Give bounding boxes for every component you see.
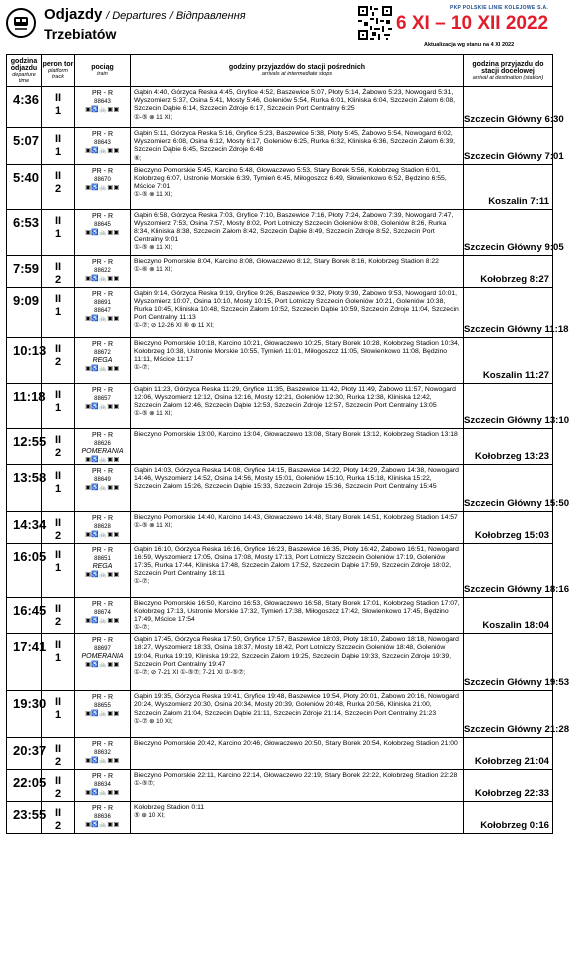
track-number: 1	[54, 401, 62, 414]
facility-icons: ▣♿🚲▣▣	[85, 758, 120, 765]
facility-icons: ▣♿🚲▣▣	[85, 403, 120, 410]
stops-list: Bieczyno Pomorskie 22:11, Karcino 22:14, Głowaczewo 22:19, Stary Borek 22:22, Kołobrzeg Stadion 22:28	[134, 772, 458, 780]
destination-arrival: Koszalin 11:27	[464, 337, 553, 383]
facility-icons: ▣♿🚲▣▣	[85, 617, 120, 624]
platform-track	[42, 634, 75, 691]
intermediate-stops	[131, 255, 464, 287]
intermediate-stops	[131, 383, 464, 428]
platform-track	[42, 691, 75, 738]
intermediate-stops	[131, 634, 464, 691]
calendar-note: ①-⑦;	[134, 578, 150, 586]
carrier: PR - R	[92, 386, 113, 394]
platform-track	[42, 164, 75, 209]
track-number: 1	[54, 652, 62, 665]
departure-time: 16:45	[7, 597, 42, 634]
track-number: 2	[54, 355, 62, 368]
calendar-note: ①-⑤ ⊗ 11 XI;	[134, 410, 173, 418]
carrier: PR - R	[92, 340, 113, 348]
intermediate-stops	[131, 802, 464, 834]
train-info	[75, 597, 131, 634]
track-number: 1	[54, 709, 62, 722]
train-info	[75, 87, 131, 128]
intermediate-stops	[131, 738, 464, 770]
destination-arrival: Szczecin Główny 18:16	[464, 543, 553, 597]
carrier: PR - R	[92, 90, 113, 97]
train-icon	[6, 8, 36, 38]
facility-icons: ▣♿🚲▣▣	[85, 148, 120, 154]
destination-arrival: Szczecin Główny 9:05	[464, 209, 553, 255]
stops-list: Gąbin 17:45, Górzyca Reska 17:50, Gryfice 17:57, Baszewice 18:03, Płoty 18:10, Żabowo 18:18, Nowogard 18:27, Wyszomierz 18:33, Osina 18:37, Mosty 18:42, Port Lotniczy Szczecin Goleniów 18:48, Goleniów 19:04, Rurka 19:19, Kliniska 19:22, Szczecin Załom 19:25, Szczecin Dąbie 19:33, Szczecin Zdroje 19:39, Szczecin Port Centralny 19:47	[134, 636, 459, 668]
stops-list: Gąbin 19:35, Górzyca Reska 19:41, Gryfice 19:48, Baszewice 19:54, Płoty 20:01, Żabowo 20:16, Nowogard 20:24, Wyszomierz 20:30, Osina 20:34, Mosty 20:39, Goleniów 20:48, Rurka 20:56, Kliniska 21:00, Szczecin Załom 21:04, Szczecin Dąbie 21:11, Szczecin Zdroje 21:14, Szczecin Port Centralny 21:23	[134, 693, 459, 717]
platform-track	[42, 738, 75, 770]
departure-time: 14:34	[7, 511, 42, 543]
train-info	[75, 128, 131, 165]
train-info	[75, 464, 131, 511]
train-info	[75, 802, 131, 834]
train-number: 88670	[94, 176, 111, 183]
facility-icons: ▣♿🚲▣▣	[85, 315, 120, 322]
platform-track	[42, 511, 75, 543]
intermediate-stops	[131, 464, 464, 511]
carrier: PR - R	[92, 258, 113, 266]
train-number: 88628	[94, 523, 111, 530]
train-number: 88636	[94, 814, 111, 821]
carrier: PR - R	[92, 546, 113, 554]
platform-number: II	[54, 169, 62, 182]
track-number: 2	[54, 756, 62, 769]
platform-number: II	[54, 743, 62, 756]
platform-track	[42, 287, 75, 337]
departure-time: 10:13	[7, 337, 42, 383]
calendar-note: ①-⑤ ⊗ 11 XI;	[134, 191, 173, 199]
col-dest-header: godzina przyjazdu do stacji docelowej arrival at destination (station)	[464, 55, 553, 87]
stops-list: Gąbin 14:03, Górzyca Reska 14:08, Gryfice 14:15, Baszewice 14:22, Płoty 14:29, Żabowo 14:38, Nowogard 14:46, Wyszomierz 14:52, Osina 14:56, Mosty 15:01, Goleniów 15:10, Rurka 15:18, Kliniska 15:22, Szczecin Załom 15:26, Szczecin Dąbie 15:33, Szczecin Zdroje 15:36, Szczecin Port Centralny 15:45	[134, 466, 459, 491]
calendar-note: ①-⑤ ⊗ 11 XI;	[134, 521, 173, 529]
train-number: 88632	[94, 750, 111, 757]
departure-time: 19:30	[7, 691, 42, 738]
platform-number: II	[54, 639, 62, 652]
train-number: 88691	[94, 299, 111, 306]
track-number: 1	[54, 227, 62, 240]
calendar-note: ①-⑦;	[134, 364, 150, 372]
facility-icons: ▣♿🚲▣▣	[85, 229, 120, 236]
track-number: 2	[54, 273, 62, 286]
platform-number: II	[54, 342, 62, 355]
train-number: 88697	[94, 646, 111, 653]
platform-track	[42, 209, 75, 255]
stops-list: Gąbin 9:14, Górzyca Reska 9:19, Gryfice 9:26, Baszewice 9:32, Płoty 9:39, Żabowo 9:53, Nowogard 10:01, Wyszomierz 10:07, Osina 10:10, Mosty 10:15, Port Lotniczy Szczecin Goleniów 10:21, Goleniów 10:38, Rurka 10:45, Kliniska 10:48, Szczecin Załom 10:52, Szczecin Dąbie 10:59, Szczecin Zdroje 11:04, Szczecin Port Centralny 11:13	[134, 289, 459, 322]
station-name: Trzebiatów	[44, 26, 117, 42]
intermediate-stops	[131, 597, 464, 634]
departure-time: 13:58	[7, 464, 42, 511]
intermediate-stops	[131, 543, 464, 597]
departure-time: 20:37	[7, 738, 42, 770]
departure-time: 11:18	[7, 383, 42, 428]
carrier: PR - R	[92, 167, 113, 175]
stops-list: Bieczyno Pomorskie 5:45, Karcino 5:48, Głowaczewo 5:53, Stary Borek 5:56, Kołobrzeg Stadion 6:01, Kołobrzeg 6:07, Ustronie Morskie 6:39, Tymień 6:45, Miłogoszcz 6:49, Słowienkowo 6:52, Będzino 6:55, Mścice 7:01	[134, 166, 447, 191]
carrier: PR - R	[92, 131, 113, 138]
train-number: 88649	[94, 476, 111, 483]
destination-arrival: Szczecin Główny 7:01	[464, 128, 553, 165]
destination-arrival: Koszalin 18:04	[464, 597, 553, 634]
facility-icons: ▣♿🚲▣▣	[85, 822, 120, 829]
departure-row	[7, 383, 553, 428]
destination-arrival: Kołobrzeg 22:33	[464, 770, 553, 802]
platform-track	[42, 428, 75, 464]
train-name: REGA	[92, 356, 113, 364]
intermediate-stops	[131, 209, 464, 255]
facility-icons: ▣♿🚲▣▣	[85, 484, 120, 491]
departure-row	[7, 128, 553, 165]
train-info	[75, 164, 131, 209]
train-number: 88643	[94, 140, 111, 146]
carrier: PR - R	[92, 637, 113, 645]
departure-row	[7, 209, 553, 255]
col-time-header: godzina odjazdu departure time	[7, 55, 42, 87]
stops-list: Bieczyno Pomorskie 10:18, Karcino 10:21, Głowaczewo 10:25, Stary Borek 10:28, Kołobrzeg Stadion 10:34, Kołobrzeg 10:38, Ustronie Morskie 10:55, Tymień 11:01, Miłogoszcz 11:05, Słowienkowo 11:08, Będzino 11:11, Mścice 11:17	[134, 339, 460, 364]
track-number: 1	[54, 305, 62, 318]
validity-dates: 6 XI – 10 XII 2022	[396, 13, 549, 34]
train-number: 88657	[94, 395, 111, 402]
train-info	[75, 383, 131, 428]
intermediate-stops	[131, 337, 464, 383]
platform-number: II	[54, 696, 62, 709]
train-info	[75, 511, 131, 543]
carrier: PR - R	[92, 741, 113, 749]
carrier: PR - R	[92, 290, 113, 298]
train-number-2: 88647	[94, 307, 111, 314]
train-info	[75, 770, 131, 802]
facility-icons: ▣♿🚲▣▣	[85, 275, 120, 282]
intermediate-stops	[131, 87, 464, 128]
departure-row	[7, 543, 553, 597]
destination-arrival: Kołobrzeg 13:23	[464, 428, 553, 464]
calendar-note: ①-⑦ ⊕ 10 XI;	[134, 717, 173, 725]
platform-number: II	[54, 433, 62, 446]
train-number: 88643	[94, 99, 111, 105]
train-name: REGA	[92, 562, 113, 570]
platform-track	[42, 543, 75, 597]
carrier: PR - R	[92, 514, 113, 522]
track-number: 2	[54, 615, 62, 628]
departure-row	[7, 87, 553, 128]
carrier: PR - R	[92, 805, 113, 813]
brand-logo: PKP POLSKIE LINIE KOLEJOWE S.A.	[450, 5, 549, 11]
calendar-note: ①-⑦; ⊘ 12-26 XI ⑥ ⊕ 11 XI;	[134, 322, 214, 330]
track-number: 2	[54, 182, 62, 195]
departure-row	[7, 770, 553, 802]
platform-track	[42, 255, 75, 287]
departure-row	[7, 464, 553, 511]
train-info	[75, 738, 131, 770]
platform-track	[42, 802, 75, 834]
departure-row	[7, 255, 553, 287]
header	[0, 0, 556, 54]
col-platform-header: peron tor platform track	[42, 55, 75, 87]
carrier: PR - R	[92, 467, 113, 475]
track-number: 2	[54, 788, 62, 801]
facility-icons: ▣♿🚲▣▣	[85, 790, 120, 797]
platform-track	[42, 464, 75, 511]
platform-number: II	[54, 214, 62, 227]
stops-list: Bieczyno Pomorskie 14:40, Karcino 14:43, Głowaczewo 14:48, Stary Borek 14:51, Kołobrzeg Stadion 14:57	[134, 513, 458, 521]
departure-time: 5:07	[7, 128, 42, 165]
departure-row	[7, 511, 553, 543]
train-number: 88645	[94, 221, 111, 228]
intermediate-stops	[131, 164, 464, 209]
departure-time: 5:40	[7, 164, 42, 209]
destination-arrival: Szczecin Główny 13:10	[464, 383, 553, 428]
col-stops-header: godziny przyjazdów do stacji pośrednich arrivals at intermediate stops	[131, 55, 464, 87]
platform-number: II	[54, 516, 62, 529]
calendar-note: ①-⑤ ⊗ 11 XI;	[134, 244, 173, 252]
stops-list: Kołobrzeg Stadion 0:11	[134, 804, 205, 812]
calendar-note: ①-⑤ ⊗ 11 XI;	[134, 113, 173, 121]
departure-time: 22:05	[7, 770, 42, 802]
platform-number: II	[54, 92, 62, 104]
carrier: PR - R	[92, 431, 113, 439]
destination-arrival: Koszalin 7:11	[464, 164, 553, 209]
track-number: 1	[54, 105, 62, 117]
platform-track	[42, 597, 75, 634]
departure-time: 12:55	[7, 428, 42, 464]
departure-row	[7, 428, 553, 464]
train-number: 88626	[94, 440, 111, 447]
platform-number: II	[54, 388, 62, 401]
stops-list: Gąbin 5:11, Górzyca Reska 5:16, Gryfice 5:23, Baszewice 5:38, Płoty 5:45, Żabowo 5:54, Nowogard 6:02, Wyszomierz 6:08, Osina 6:12, Mosty 6:17, Goleniów 6:25, Rurka 6:32, Kliniska 6:36, Szczecin Załom 6:39, Szczecin Dąbie 6:45, Szczecin Zdroje 6:48	[134, 130, 456, 154]
destination-arrival: Szczecin Główny 21:28	[464, 691, 553, 738]
train-info	[75, 255, 131, 287]
track-number: 2	[54, 446, 62, 459]
stops-list: Bieczyno Pomorskie 16:50, Karcino 16:53, Głowaczewo 16:58, Stary Borek 17:01, Kołobrzeg Stadion 17:07, Kołobrzeg 17:13, Ustronie Morskie 17:32, Tymień 17:38, Miłogoszcz 17:42, Słowienkowo 17:45, Będzino 17:49, Mścice 17:54	[134, 599, 460, 624]
departure-row	[7, 597, 553, 634]
calendar-note: ①-⑤⑦;	[134, 780, 155, 788]
stops-list: Gąbin 16:10, Górzyca Reska 16:16, Gryfice 16:23, Baszewice 16:35, Płoty 16:42, Żabowo 16:51, Nowogard 16:59, Wyszomierz 17:05, Osina 17:08, Mosty 17:13, Port Lotniczy Szczecin Goleniów 17:19, Goleniów 17:35, Rurka 17:44, Kliniska 17:48, Szczecin Załom 17:52, Szczecin Dąbie 17:59, Szczecin Zdroje 18:02, Szczecin Port Centralny 18:11	[134, 545, 459, 578]
departure-time: 9:09	[7, 287, 42, 337]
platform-number: II	[54, 807, 62, 820]
stops-list: Bieczyno Pomorskie 8:04, Karcino 8:08, Głowaczewo 8:12, Stary Borek 8:16, Kołobrzeg Stadion 8:22	[134, 257, 439, 265]
departure-row	[7, 337, 553, 383]
train-number: 88674	[94, 609, 111, 616]
train-name: POMERANIA	[81, 447, 124, 455]
train-number: 88672	[94, 349, 111, 356]
departures-table	[6, 54, 569, 834]
platform-number: II	[54, 775, 62, 788]
train-number: 88622	[94, 267, 111, 274]
train-info	[75, 337, 131, 383]
calendar-note: ⑥;	[134, 154, 142, 162]
train-info	[75, 287, 131, 337]
stops-list: Bieczyno Pomorskie 13:00, Karcino 13:04, Głowaczewo 13:08, Stary Borek 13:12, Kołobrzeg Stadion 13:18	[134, 430, 458, 438]
platform-track	[42, 128, 75, 165]
calendar-note: ①-⑦; ⊘ 7-21 XI ①-⑤⑦; 7-21 XI ①-⑤⑦;	[134, 669, 246, 677]
destination-arrival: Kołobrzeg 0:16	[464, 802, 553, 834]
destination-arrival: Szczecin Główny 19:53	[464, 634, 553, 691]
train-info	[75, 634, 131, 691]
departure-row	[7, 634, 553, 691]
destination-arrival: Szczecin Główny 15:50	[464, 464, 553, 511]
track-number: 1	[54, 146, 62, 158]
intermediate-stops	[131, 691, 464, 738]
train-number: 88655	[94, 703, 111, 710]
col-train-header: pociąg train	[75, 55, 131, 87]
departure-row	[7, 738, 553, 770]
intermediate-stops	[131, 287, 464, 337]
intermediate-stops	[131, 770, 464, 802]
destination-arrival: Kołobrzeg 8:27	[464, 255, 553, 287]
facility-icons: ▣♿🚲▣▣	[85, 107, 120, 113]
intermediate-stops	[131, 128, 464, 165]
departure-time: 7:59	[7, 255, 42, 287]
platform-track	[42, 383, 75, 428]
platform-number: II	[54, 260, 62, 273]
destination-arrival: Kołobrzeg 21:04	[464, 738, 553, 770]
stops-list: Gąbin 11:23, Górzyca Reska 11:29, Gryfice 11:35, Baszewice 11:42, Płoty 11:49, Żabowo 11:57, Nowogard 12:06, Wyszomierz 12:12, Osina 12:16, Mosty 12:21, Goleniów 12:30, Rurka 12:38, Kliniska 12:42, Szczecin Załom 12:46, Szczecin Dąbie 12:53, Szczecin Zdroje 12:57, Szczecin Port Centralny 13:05	[134, 385, 456, 410]
stops-list: Gąbin 4:40, Górzyca Reska 4:45, Gryfice 4:52, Baszewice 5:07, Płoty 5:14, Żabowo 5:23, Nowogard 5:31, Wyszomierz 5:37, Osina 5:41, Mosty 5:46, Goleniów 5:54, Rurka 6:01, Kliniska 6:04, Szczecin Załom 6:08, Szczecin Dąbie 6:14, Szczecin Zdroje 6:17, Szczecin Port Centralny 6:25	[134, 89, 456, 113]
carrier: PR - R	[92, 773, 113, 781]
carrier: PR - R	[92, 212, 113, 220]
platform-track	[42, 770, 75, 802]
platform-number: II	[54, 548, 62, 561]
departure-row	[7, 691, 553, 738]
train-info	[75, 209, 131, 255]
platform-number: II	[54, 602, 62, 615]
calendar-note: ⑤ ⊕ 10 XI;	[134, 812, 165, 820]
track-number: 2	[54, 820, 62, 833]
platform-number: II	[54, 133, 62, 145]
track-number: 1	[54, 482, 62, 495]
destination-arrival: Szczecin Główny 11:18	[464, 287, 553, 337]
destination-arrival: Szczecin Główny 6:30	[464, 87, 553, 128]
train-info	[75, 543, 131, 597]
qr-code-icon	[358, 6, 392, 40]
train-info	[75, 691, 131, 738]
stops-list: Bieczyno Pomorskie 20:42, Karcino 20:46, Głowaczewo 20:50, Stary Borek 20:54, Kołobrzeg Stadion 21:00	[134, 740, 458, 748]
departure-time: 23:55	[7, 802, 42, 834]
facility-icons: ▣♿🚲▣▣	[85, 531, 120, 538]
train-info	[75, 428, 131, 464]
departure-time: 17:41	[7, 634, 42, 691]
page-title: Odjazdy / Departures / Відправлення	[44, 6, 246, 23]
track-number: 1	[54, 561, 62, 574]
departure-row	[7, 287, 553, 337]
intermediate-stops	[131, 428, 464, 464]
platform-number: II	[54, 469, 62, 482]
facility-icons: ▣♿🚲▣▣	[85, 365, 120, 372]
departure-time: 16:05	[7, 543, 42, 597]
platform-track	[42, 87, 75, 128]
calendar-note: ①-⑥ ⊗ 11 XI;	[134, 265, 173, 273]
destination-arrival: Kołobrzeg 15:03	[464, 511, 553, 543]
update-note: Aktualizacja wg stanu na 4 XI 2022	[424, 42, 515, 48]
track-number: 2	[54, 529, 62, 542]
facility-icons: ▣♿🚲▣▣	[85, 662, 120, 669]
departure-time: 4:36	[7, 87, 42, 128]
facility-icons: ▣♿🚲▣▣	[85, 571, 120, 578]
stops-list: Gąbin 6:58, Górzyca Reska 7:03, Gryfice 7:10, Baszewice 7:16, Płoty 7:24, Żabowo 7:39, Nowogard 7:47, Wyszomierz 7:53, Osina 7:57, Mosty 8:02, Port Lotniczy Szczecin Goleniów 8:08, Goleniów 8:26, Rurka 8:34, Kliniska 8:38, Szczecin Załom 8:42, Szczecin Dąbie 8:49, Szczecin Zdroje 8:52, Szczecin Port Centralny 9:01	[134, 211, 454, 244]
facility-icons: ▣♿🚲▣▣	[85, 711, 120, 718]
train-number: 88634	[94, 782, 111, 789]
departure-time: 6:53	[7, 209, 42, 255]
train-number: 88651	[94, 555, 111, 562]
calendar-note: ①-⑦;	[134, 624, 150, 632]
facility-icons: ▣♿🚲▣▣	[85, 184, 120, 191]
platform-track	[42, 337, 75, 383]
facility-icons: ▣♿🚲▣▣	[85, 456, 120, 463]
departure-row	[7, 164, 553, 209]
departure-row	[7, 802, 553, 834]
train-name: POMERANIA	[81, 653, 124, 661]
carrier: PR - R	[92, 694, 113, 702]
platform-number: II	[54, 292, 62, 305]
intermediate-stops	[131, 511, 464, 543]
carrier: PR - R	[92, 600, 113, 608]
